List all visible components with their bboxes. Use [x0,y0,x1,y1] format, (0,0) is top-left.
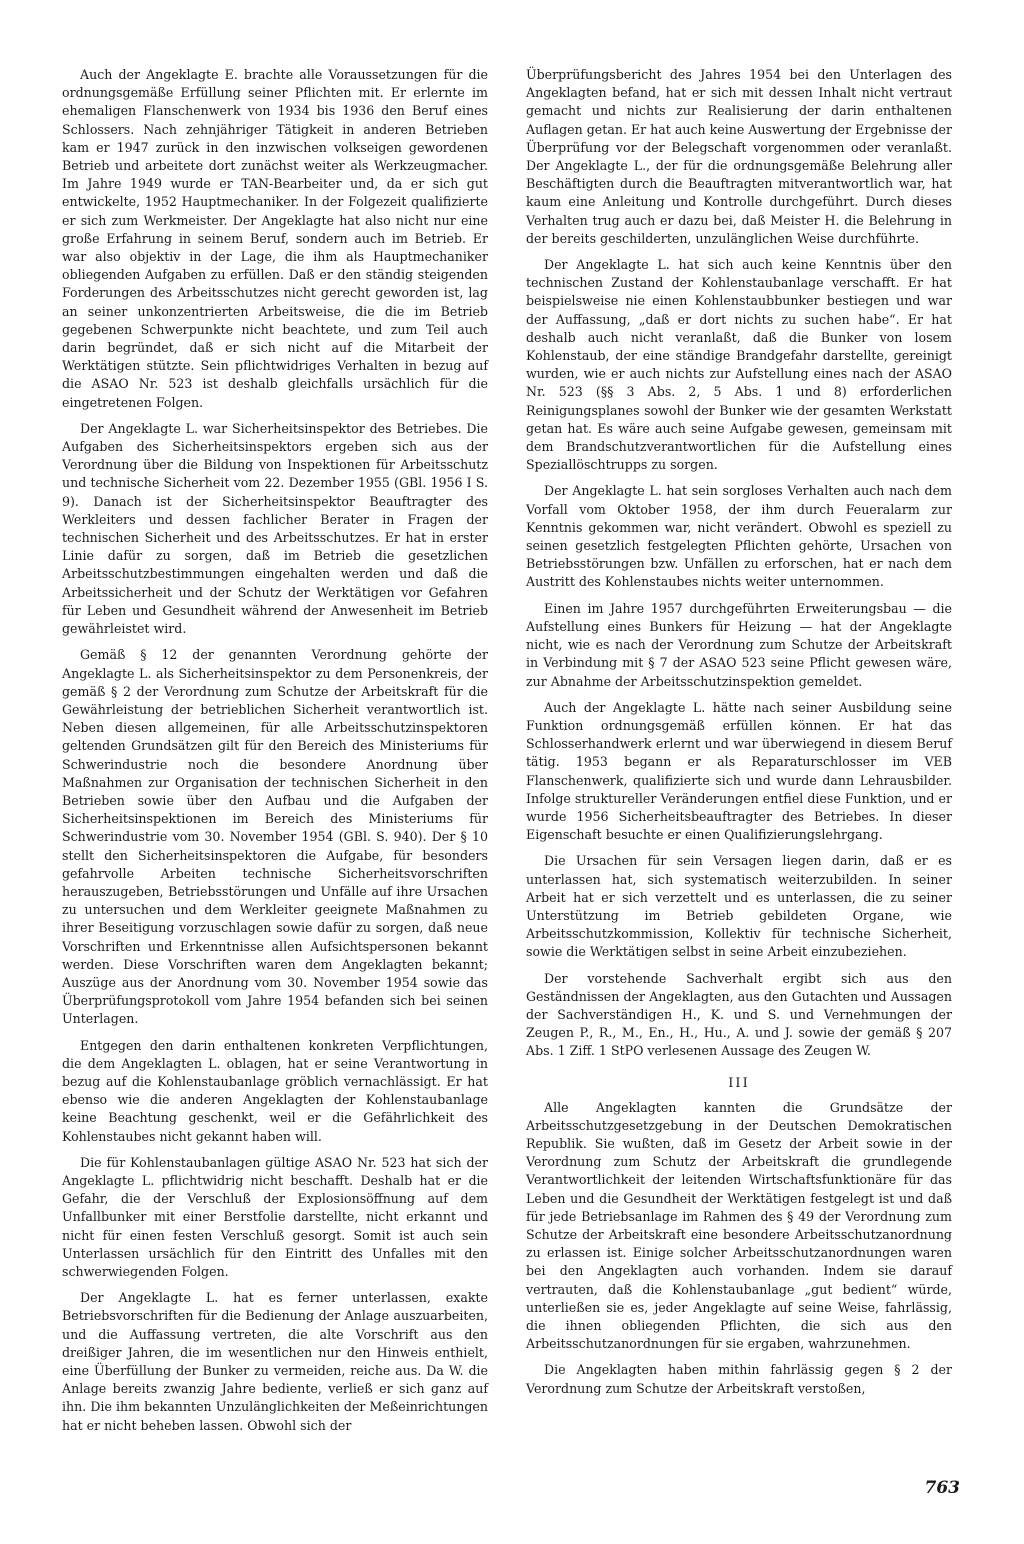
paragraph: Auch der Angeklagte E. brachte alle Voraussetzungen für die ordnungsgemäße Erfüllung seiner Pflichten mit. Er erlernte im ehemaligen Flanschenwerk von 1934 bis 1936 den Beruf eines Schlossers. Nach zehnjähriger Tätigkeit in anderen Betrieben kam er 1947 zurück in den inzwischen volkseigen gewordenen Betrieb und arbeitete dort zunächst weiter als Werkzeugmacher. Im Jahre 1949 wurde er TAN-Bearbeiter und, da er sich gut entwickelte, 1952 Hauptmechaniker. In der Folgezeit qualifizierte er sich zum Werkmeister. Der Angeklagte hat also nicht nur eine große Erfahrung in seinem Beruf, sondern auch im Betrieb. Er war also objektiv in der Lage, die ihm als Hauptmechaniker obliegenden Aufgaben zu erfüllen. Daß er den ständig steigenden Forderungen des Arbeitsschutzes nicht gerecht geworden ist, lag an seiner unkonzentrierten Arbeitsweise, die die im Betrieb gegebenen Schwerpunkte nicht beachtete, und zum Teil auch darin begründet, daß er sich nicht auf die Mitarbeit der Werktätigen stützte. Sein pflichtwidriges Verhalten in bezug auf die ASAO Nr. 523 ist deshalb gleichfalls ursächlich für die eingetretenen Folgen. [62,67,488,410]
paragraph: Gemäß § 12 der genannten Verordnung gehörte der Angeklagte L. als Sicherheitsinspektor zu dem Personenkreis, der gemäß § 2 der Verordnung zum Schutze der Arbeitskraft für die Gewährleistung der betrieblichen Sicherheit verantwortlich ist. Neben diesen allgemeinen, für alle Arbeitsschutzinspektoren geltenden Grundsätzen gilt für den Bereich des Ministeriums für Schwerindustrie noch die besondere Anordnung über Maßnahmen zur Organisation der technischen Sicherheit in den Betrieben sowie über den Aufbau und die Aufgaben der Sicherheitsinspektionen im Bereich des Ministeriums für Schwerindustrie vom 30. November 1954 (GBl. S. 940). Der § 10 stellt den Sicherheitsinspektoren die Aufgabe, für besonders gefahrvolle Arbeiten technische Sicherheitsvorschriften herauszugeben, Betriebsstörungen und Unfälle auf ihre Ursachen zu untersuchen und dem Werkleiter geeignete Maßnahmen zu ihrer Beseitigung vorzuschlagen sowie dafür zu sorgen, daß neue Vorschriften und Erkenntnisse allen Aufsichtspersonen bekannt werden. Diese Vorschriften waren dem Angeklagten bekannt; Auszüge aus der Anordnung vom 30. November 1954 sowie das Überprüfungsprotokoll vom Jahre 1954 befanden sich bei seinen Unterlagen. [62,647,488,1027]
paragraph-continued: Überprüfungsbericht des Jahres 1954 bei den Unterlagen des Angeklagten befand, hat er sich mit dessen Inhalt nicht vertraut gemacht und nichts zur Realisierung der darin enthaltenen Auflagen getan. Er hat auch keine Auswertung der Ergebnisse der Überprüfung vor der Belegschaft vorgenommen oder veranlaßt. Der Angeklagte L., der für die ordnungsgemäße Belehrung aller Beschäftigten durch die Beauftragten mitverantwortlich war, hat kaum eine Anleitung und Kontrolle durchgeführt. Durch dieses Verhalten trug auch er dazu bei, daß Meister H. die Belehrung in der bereits geschilderten, unzulänglichen Weise durchführte. [526,67,952,246]
paragraph: Die Ursachen für sein Versagen liegen darin, daß er es unterlassen hat, sich systematisch weiterzubilden. In seiner Arbeit hat er sich verzettelt und es unterlassen, die zu seiner Unterstützung im Betrieb gebildeten Organe, wie Arbeitsschutzkommission, Kollektiv für technische Sicherheit, sowie die Werktätigen selbst in seine Arbeit einzubeziehen. [526,853,952,960]
paragraph: Der vorstehende Sachverhalt ergibt sich aus den Geständnissen der Angeklagten, aus den Gutachten und Aussagen der Sachverständigen H., K. und S. und Vernehmungen der Zeugen P., R., M., En., H., Hu., A. und J. sowie der gemäß § 207 Abs. 1 Ziff. 1 StPO verlesenen Aussage des Zeugen W. [526,970,952,1059]
page-number: 763 [924,1478,960,1498]
paragraph: Auch der Angeklagte L. hätte nach seiner Ausbildung seine Funktion ordnungsgemäß erfüllen können. Er hat das Schlosserhandwerk erlernt und war überwiegend in diesem Beruf tätig. 1953 begann er als Reparaturschlosser im VEB Flanschenwerk, qualifizierte sich und wurde dann Lehrausbilder. Infolge struktureller Veränderungen entfiel diese Funktion, und er wurde 1956 Sicherheitsbeauftragter des Betriebes. In dieser Eigenschaft besuchte er einen Qualifizierungslehrgang. [526,699,952,843]
paragraph: Der Angeklagte L. war Sicherheitsinspektor des Betriebes. Die Aufgaben des Sicherheitsinspektors ergeben sich aus der Verordnung über die Bildung von Inspektionen für Arbeitsschutz und technische Sicherheit vom 22. Dezember 1955 (GBl. 1956 I S. 9). Danach ist der Sicherheitsinspektor Beauftragter des Werkleiters und dessen fachlicher Berater in Fragen der technischen Sicherheit und des Arbeitsschutzes. Er hat in erster Linie dafür zu sorgen, daß im Betrieb die gesetzlichen Arbeitsschutzbestimmungen eingehalten werden und daß die Arbeitssicherheit und der Schutz der Werktätigen vor Gefahren für Leben und Gesundheit während der Anwesenheit im Betrieb gewährleistet wird. [62,420,488,637]
right-column [526,66,952,1406]
paragraph: Der Angeklagte L. hat es ferner unterlassen, exakte Betriebsvorschriften für die Bedienung der Anlage auszuarbeiten, und die Auffassung vertreten, die alte Vorschrift aus den dreißiger Jahren, die im wesentlichen nur den Hinweis enthielt, eine Überfüllung der Bunker zu vermeiden, reiche aus. Da W. die Anlage bereits zwanzig Jahre bediente, verließ er sich ganz auf ihn. Die ihm bekannten Unzulänglichkeiten der Meßeinrichtungen hat er nicht beheben lassen. Obwohl sich der [62,1290,488,1433]
paragraph: Einen im Jahre 1957 durchgeführten Erweiterungsbau — die Aufstellung eines Bunkers für Heizung — hat der Angeklagte nicht, wie es nach der Verordnung zum Schutze der Arbeitskraft in Verbindung mit § 7 der ASAO 523 seine Pflicht gewesen wäre, zur Abnahme der Arbeitsschutzinspektion gemeldet. [526,600,952,689]
section-heading: III [728,1075,750,1091]
paragraph: Die für Kohlenstaubanlagen gültige ASAO Nr. 523 hat sich der Angeklagte L. pflichtwidrig nicht beschafft. Deshalb hat er die Gefahr, die der Verschluß der Explosionsöffnung auf dem Unfallbunker mit einer Berstfolie darstellte, nicht erkannt und nicht für einen festen Verschluß gesorgt. Somit ist auch sein Unterlassen ursächlich für den Eintritt des Unfalles mit den schwerwiegenden Folgen. [62,1154,488,1279]
paragraph: Entgegen den darin enthaltenen konkreten Verpflichtungen, die dem Angeklagten L. oblagen, hat er seine Verantwortung in bezug auf die Kohlenstaubanlage gröblich vernachlässigt. Er hat ebenso wie die anderen Angeklagten der Kohlenstaubanlage keine Beachtung geschenkt, weil er die Gefährlichkeit des Kohlenstaubes nicht gekannt haben will. [62,1037,488,1144]
paragraph: Alle Angeklagten kannten die Grundsätze der Arbeitsschutzgesetzgebung in der Deutschen Demokratischen Republik. Sie wußten, daß im Gesetz der Arbeit sowie in der Verordnung zum Schutz der Arbeitskraft die grundlegende Verantwortlichkeit der leitenden Wirtschaftsfunktionäre für das Leben und die Gesundheit der Werktätigen festgelegt ist und daß für jede Betriebsanlage im Rahmen des § 49 der Verordnung zum Schutze der Arbeitskraft eine besondere Arbeitsschutzanordnung zu erlassen ist. Einige solcher Arbeitsschutzanordnungen waren bei den Angeklagten auch vorhanden. Indem sie darauf vertrauten, daß die Kohlenstaubanlage „gut bedient“ würde, unterließen sie es, jeder Angeklagte auf seine Weise, fahrlässig, die ihnen obliegenden Pflichten, die sich aus den Arbeitsschutzanordnungen für sie ergaben, wahrzunehmen. [526,1099,952,1352]
paragraph: Der Angeklagte L. hat sich auch keine Kenntnis über den technischen Zustand der Kohlenstaubanlage verschafft. Er hat beispielsweise nie einen Kohlenstaubbunker bestiegen und war der Auffassung, „daß er dort nichts zu suchen habe“. Er hat deshalb auch nicht veranlaßt, daß die Bunker von losem Kohlenstaub, der eine ständige Brandgefahr darstellte, gereinigt wurden, wie er auch nichts zur Aufstellung eines nach der ASAO Nr. 523 (§§ 3 Abs. 2, 5 Abs. 1 und 8) erforderlichen Reinigungsplanes sowohl der Bunker wie der gesamten Werkstatt getan hat. Es wäre auch seine Aufgabe gewesen, gemeinsam mit dem Brandschutzverantwortlichen für die Aufstellung eines Speziallöschtrupps zu sorgen. [526,257,952,473]
left-column [62,66,488,1443]
paragraph: Die Angeklagten haben mithin fahrlässig gegen § 2 der Verordnung zum Schutze der Arbeitskraft verstoßen, [526,1362,952,1396]
paragraph: Der Angeklagte L. hat sein sorgloses Verhalten auch nach dem Vorfall vom Oktober 1958, der ihm durch Feueralarm zur Kenntnis gekommen war, nicht verändert. Obwohl es speziell zu seinen gesetzlich festgelegten Pflichten gehörte, Ursachen von Betriebsstörungen bzw. Unfällen zu erforschen, hat er nach dem Austritt des Kohlenstaubes nichts weiter unternommen. [526,483,952,590]
